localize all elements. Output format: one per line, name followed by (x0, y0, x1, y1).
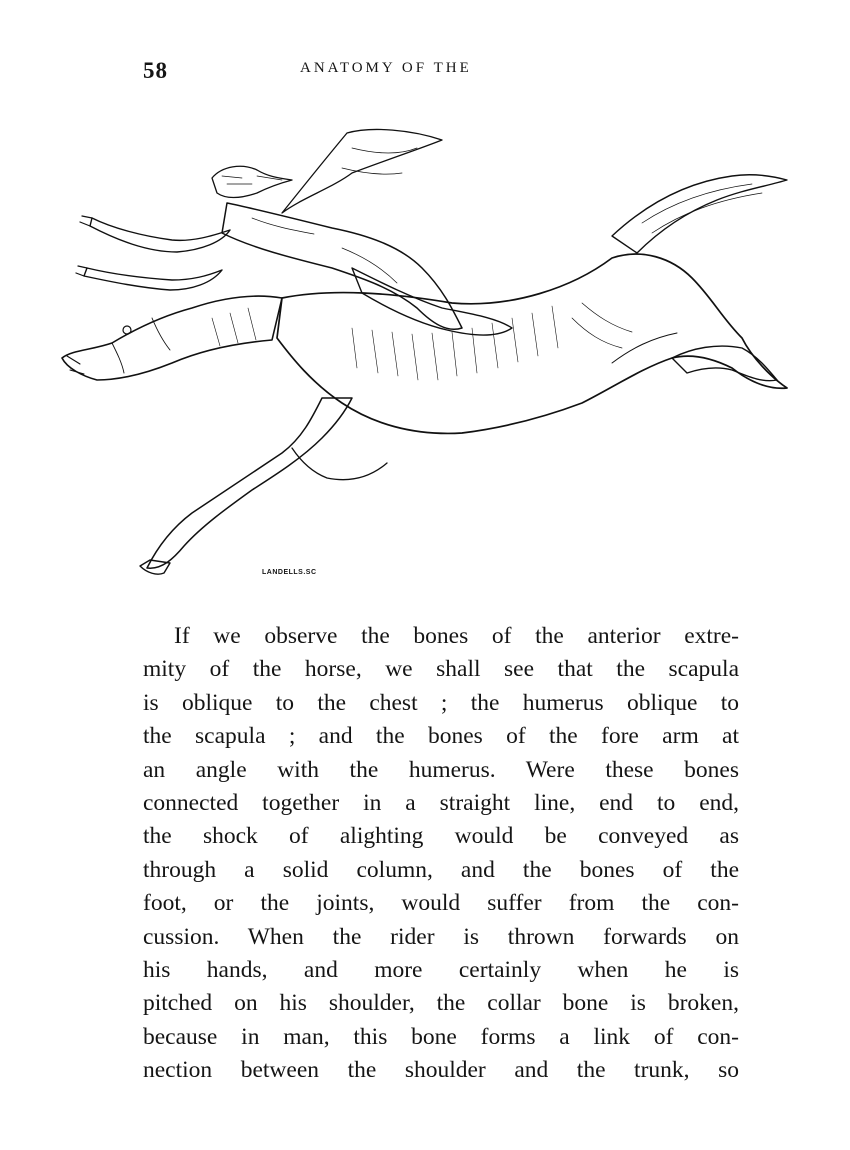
text-line: pitched on his shoulder, the collar bone is broken, (143, 990, 739, 1017)
horse-tail (612, 175, 787, 253)
text-line: nection between the shoulder and the trunk, so (143, 1057, 739, 1084)
paragraph (143, 620, 739, 1087)
text-line: through a solid column, and the bones of the (143, 856, 739, 883)
cape-shape (282, 129, 442, 213)
text-line: his hands, and more certainly when he is (143, 956, 739, 983)
engraving-horse-and-rider (52, 118, 792, 588)
rider-lower-arm (84, 268, 222, 290)
horse-foreleg (147, 398, 352, 568)
text-line: foot, or the joints, would suffer from the con- (143, 890, 739, 917)
horse-body (277, 254, 787, 433)
text-line: mity of the horse, we shall see that the scapula (143, 656, 739, 683)
horse-rider-illustration (52, 118, 792, 588)
text-line: the shock of alighting would be conveyed as (143, 823, 739, 850)
text-line: cussion. When the rider is thrown forwards on (143, 923, 739, 950)
text-line: an angle with the humerus. Were these bones (143, 756, 739, 783)
rider-upper-arm (90, 218, 230, 252)
horse-eye (123, 326, 131, 334)
text-line: If we observe the bones of the anterior extre- (174, 623, 739, 649)
horse-head (62, 296, 282, 380)
rider-hair (212, 166, 292, 197)
rider-torso (222, 203, 462, 329)
running-head: ANATOMY OF THE (300, 60, 472, 76)
horse-hind-leg (672, 346, 777, 381)
text-line: because in man, this bone forms a link of con- (143, 1023, 739, 1050)
engraver-signature: LANDELLS.SC (262, 569, 317, 576)
text-line: is oblique to the chest ; the humerus oblique to (143, 689, 739, 716)
page-number: 58 (143, 58, 168, 83)
text-line: connected together in a straight line, end to end, (143, 789, 739, 816)
text-line: the scapula ; and the bones of the fore arm at (143, 723, 739, 750)
